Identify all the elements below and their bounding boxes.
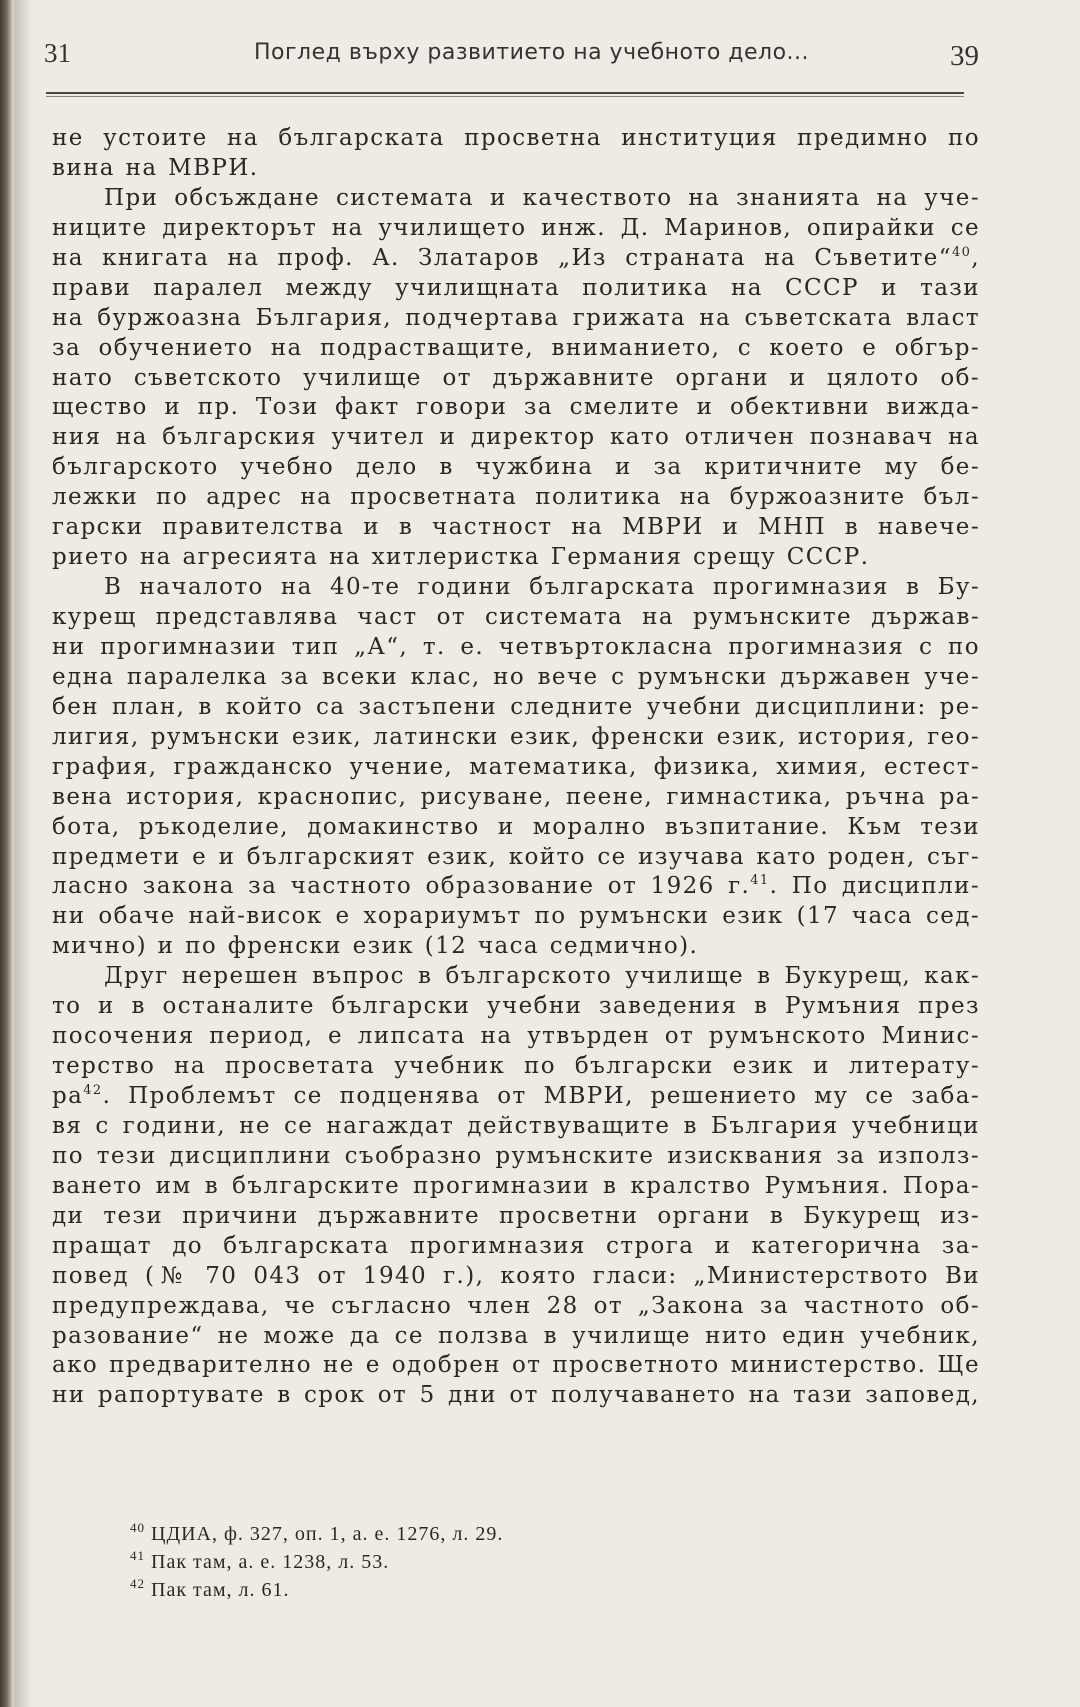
body-text (52, 124, 980, 1411)
paragraph (52, 573, 980, 962)
text-line: за обучението на подрастващите, вниманието, с което е обгър- (52, 334, 980, 361)
footnote-42 (130, 1570, 930, 1601)
gutter-shadow (14, 0, 32, 1707)
text-line: не устоите на българската просветна институция предимно по (52, 125, 980, 151)
footnote-ref-42: 42 (83, 1083, 103, 1098)
footnote-number: 41 (130, 1548, 145, 1563)
text-line: разование“ не може да се ползва в училище нито един учебник, (52, 1322, 980, 1349)
text-line: рието на агресията на хитлеристка Германия срещу СССР. (52, 544, 870, 571)
footnote-40 (130, 1514, 930, 1545)
text-line: терство на просветата учебник по български език и литерату- (52, 1053, 980, 1080)
footnote-text: Пак там, л. 61. (151, 1579, 290, 1601)
text-line: прави паралел между училищната политика на СССР и тази (52, 274, 980, 301)
book-page (44, 30, 988, 1601)
book-binding-edge (0, 0, 14, 1707)
text-line: то и в останалите български учебни заведения в Румъния през (52, 993, 980, 1020)
text-line: лежки по адрес на просветната политика на буржоазните бъл- (52, 484, 980, 511)
text-line: по тези дисциплини съобразно румънските изисквания за използ- (52, 1142, 980, 1169)
header-left-number: 31 (44, 38, 71, 68)
text-line: предупреждава, че съгласно член 28 от „Закона за частното об- (52, 1292, 980, 1319)
text-line: ни рапортувате в срок от 5 дни от получаването на тази заповед, (52, 1382, 980, 1409)
text-segment: . По дисципли- (769, 873, 980, 900)
page-number: 39 (950, 40, 979, 72)
text-segment: на книгата на проф. А. Златаров „Из страната на Съветите“ (52, 244, 952, 271)
text-line: ни прогимназии тип „А“, т. е. четвъртокласна прогимназия с по (52, 633, 980, 660)
header-rule-thin (46, 96, 964, 97)
text-line: вина на МВРИ. (52, 154, 259, 181)
text-line: курещ представлява част от системата на румънските държав- (52, 604, 980, 630)
text-line-with-footnote (52, 1082, 980, 1112)
footnote-41 (130, 1542, 930, 1573)
text-segment: ра (52, 1083, 84, 1109)
text-line: бота, ръкоделие, домакинство и морално възпитание. Към тези (52, 813, 980, 840)
footnote-text: Пак там, а. е. 1238, л. 53. (151, 1551, 390, 1573)
running-header (44, 30, 988, 82)
text-line: гарски правителства и в частност на МВРИ и МНП в навече- (52, 514, 980, 541)
paragraph (52, 184, 980, 573)
text-line: повед (№ 70 043 от 1940 г.), която гласи: „Министерството Ви (52, 1262, 980, 1289)
running-title: Поглед върху развитието на учебното дело... (254, 40, 810, 65)
header-rule (46, 92, 964, 94)
text-line-with-footnote (52, 872, 980, 902)
footnote-ref-41: 41 (750, 873, 770, 889)
text-line: лигия, румънски език, латински език, френски език, история, гео- (52, 723, 980, 750)
text-line: ването им в българските прогимназии в кралство Румъния. Пора- (52, 1172, 980, 1199)
text-line: ниците директорът на училището инж. Д. Маринов, опирайки се (52, 214, 980, 241)
footnote-text: ЦДИА, ф. 327, оп. 1, а. е. 1276, л. 29. (151, 1523, 504, 1545)
text-segment: . Проблемът се подценява от МВРИ, решението му се заба- (102, 1083, 980, 1109)
text-line: предмети е и българският език, който се изучава като роден, съг- (52, 843, 980, 870)
text-line: пращат до българската прогимназия строга и категорична за- (52, 1232, 980, 1259)
text-segment: ласно закона за частното образование от 1926 г. (52, 873, 751, 900)
text-line: мично) и по френски език (12 часа седмично). (52, 933, 699, 960)
text-line: българското учебно дело в чужбина и за критичните му бе- (52, 454, 980, 481)
footnote-number: 42 (130, 1576, 145, 1591)
text-line: вя с години, не се нагаждат действуващите в България учебници (52, 1112, 980, 1139)
paragraph (52, 124, 980, 184)
text-line: ни обаче най-висок е хорариумът по румънски език (17 часа сед- (52, 903, 980, 930)
text-line: на буржоазна България, подчертава грижата на съветската власт (52, 304, 980, 331)
footnote-ref-40: 40 (951, 244, 972, 260)
text-line: бен план, в който са застъпени следните учебни дисциплини: ре- (52, 693, 980, 720)
paragraph (52, 962, 980, 1411)
text-line: При обсъждане системата и качеството на знанията на уче- (104, 184, 980, 211)
text-line: ния на българския учител и директор като отличен познавач на (52, 424, 980, 451)
text-line: Друг нерешен въпрос в българското училище в Букурещ, как- (104, 963, 980, 990)
footnote-number: 40 (130, 1520, 145, 1535)
text-line: щество и пр. Този факт говори за смелите и обективни вижда- (52, 394, 980, 421)
footnotes (130, 1514, 930, 1601)
text-line-with-footnote (52, 244, 980, 274)
text-line: една паралелка за всеки клас, но вече с румънски държавен уче- (52, 663, 980, 690)
text-line: ди тези причини държавните просветни органи в Букурещ из- (52, 1202, 980, 1229)
text-line: посочения период, е липсата на утвърден от румънското Минис- (52, 1023, 980, 1050)
text-line: нато съветското училище от държавните органи и цялото об- (52, 364, 980, 391)
text-segment: , (971, 244, 980, 271)
text-line: ако предварително не е одобрен от просветното министерство. Ще (52, 1352, 980, 1379)
text-line: В началото на 40-те години българската прогимназия в Бу- (104, 574, 980, 601)
text-line: графия, гражданско учение, математика, физика, химия, естест- (52, 753, 980, 780)
text-line: вена история, краснопис, рисуване, пеене, гимнастика, ръчна ра- (52, 783, 980, 810)
